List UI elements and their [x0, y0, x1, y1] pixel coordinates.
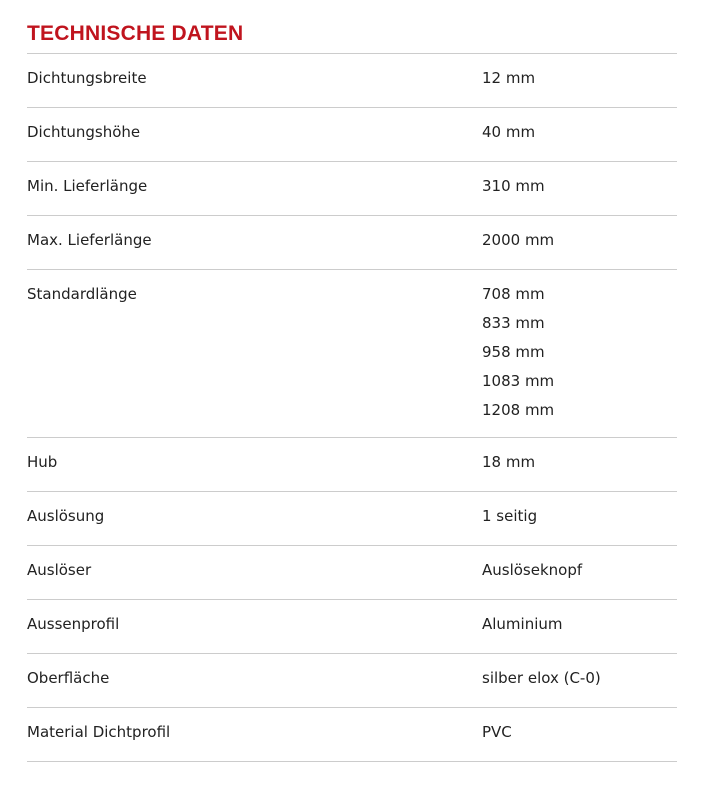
spec-values	[482, 270, 677, 437]
section-title: TECHNISCHE DATEN	[27, 0, 677, 54]
spec-row	[27, 600, 677, 654]
spec-values	[482, 54, 677, 107]
spec-label: Auslösung	[27, 507, 105, 525]
spec-label: Max. Lieferlänge	[27, 231, 152, 249]
spec-value: 18 mm	[482, 453, 536, 471]
spec-values	[482, 438, 677, 491]
spec-value: PVC	[482, 723, 512, 741]
spec-values	[482, 108, 677, 161]
spec-label: Min. Lieferlänge	[27, 177, 148, 195]
spec-row	[27, 108, 677, 162]
spec-label: Standardlänge	[27, 285, 137, 303]
technical-data-section	[27, 0, 677, 762]
spec-value: 310 mm	[482, 177, 545, 195]
spec-values	[482, 654, 677, 707]
spec-label: Dichtungsbreite	[27, 69, 147, 87]
spec-row	[27, 54, 677, 108]
spec-values	[482, 708, 677, 761]
spec-values	[482, 492, 677, 545]
spec-label: Aussenprofil	[27, 615, 120, 633]
spec-value: 12 mm	[482, 69, 536, 87]
spec-row	[27, 270, 677, 438]
spec-value: 958 mm	[482, 343, 545, 361]
spec-values	[482, 600, 677, 653]
spec-value: silber elox (C-0)	[482, 669, 601, 687]
spec-label: Dichtungshöhe	[27, 123, 141, 141]
spec-label: Material Dichtprofil	[27, 723, 171, 741]
spec-value: 708 mm	[482, 285, 545, 303]
spec-row	[27, 162, 677, 216]
spec-value: 1208 mm	[482, 401, 555, 419]
spec-label: Oberfläche	[27, 669, 110, 687]
spec-values	[482, 162, 677, 215]
spec-values	[482, 216, 677, 269]
spec-row	[27, 438, 677, 492]
spec-value: 40 mm	[482, 123, 536, 141]
spec-row	[27, 546, 677, 600]
spec-row	[27, 708, 677, 762]
spec-values	[482, 546, 677, 599]
spec-row	[27, 654, 677, 708]
spec-value: 1 seitig	[482, 507, 538, 525]
spec-row	[27, 216, 677, 270]
spec-label: Hub	[27, 453, 58, 471]
spec-value: 833 mm	[482, 314, 545, 332]
spec-value: 1083 mm	[482, 372, 555, 390]
spec-value: Aluminium	[482, 615, 563, 633]
spec-value: Auslöseknopf	[482, 561, 583, 579]
spec-label: Auslöser	[27, 561, 92, 579]
spec-value: 2000 mm	[482, 231, 555, 249]
spec-table	[27, 54, 677, 762]
spec-row	[27, 492, 677, 546]
